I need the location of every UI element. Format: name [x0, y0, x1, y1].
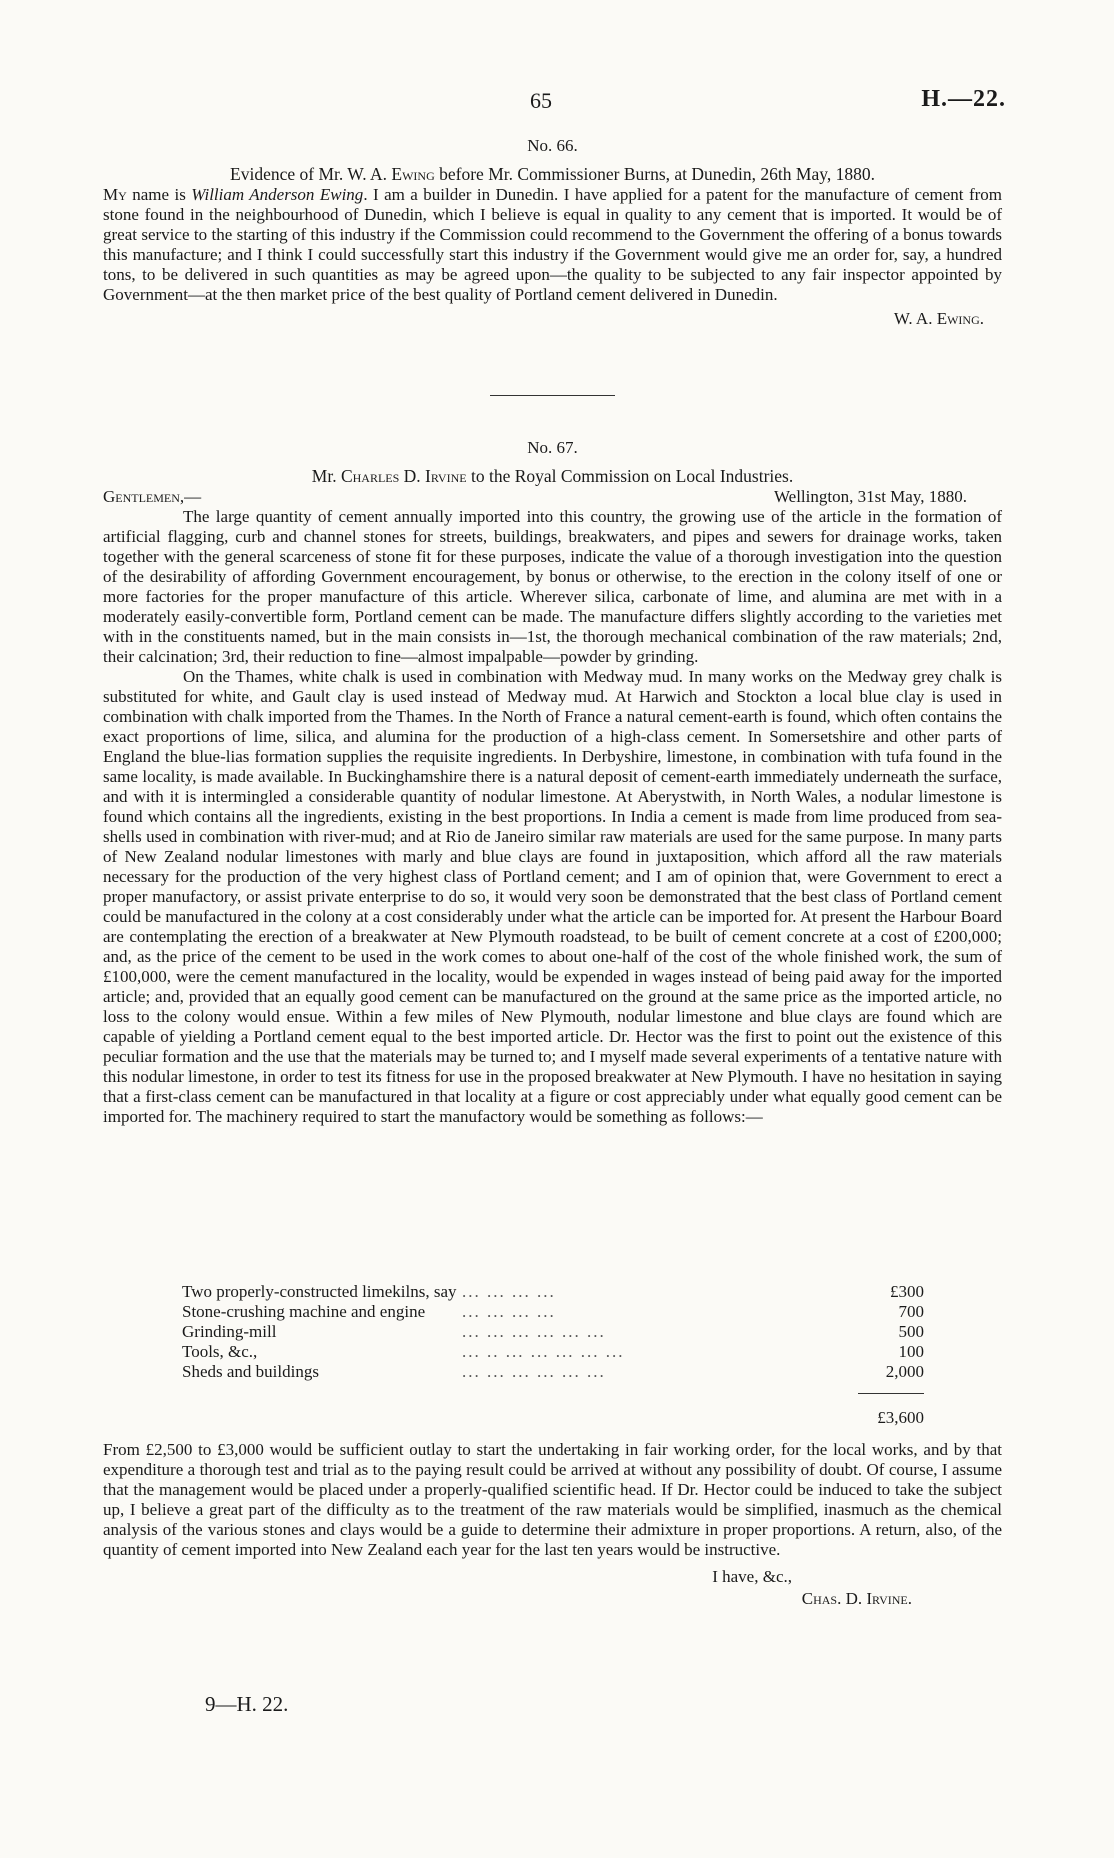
page-number: 65 [530, 88, 552, 113]
section-divider [103, 395, 1002, 396]
table-row: Grinding-mill ... ... ... ... ... ... 500 [182, 1322, 924, 1341]
section-67-signature: Chas. D. Irvine. [801, 1589, 912, 1608]
paragraph-2: On the Thames, white chalk is used in combination with Medway mud. In many works on the Medway grey chalk is substituted for white, and Gault clay is used instead of Medway mud. At Harwich and Stockton a local blue clay is used in combination with chalk imported from the Thames. In the North of France a natural cement-earth is found, which often contains the exact proportions of lime, silica, and alumina for the production of a high-class cement. In Somersetshire and other parts of England the blue-lias formation supplies the requisite ingredients. In Derbyshire, limestone, in combination with tufa found in the same locality, is made available. In Buckinghamshire there is a natural deposit of cement-earth immediately underneath the surface, and with it is intermingled a considerable quantity of nodular limestone. At Aberystwith, in North Wales, a nodular limestone is found which contains all the ingredients, existing in the best proportions. In India a cement is made from lime produced from sea-shells used in combination with river-mud; and at Rio de Janeiro similar raw materials are used for the same purpose. In many parts of New Zealand nodular limestones with marly and blue clays are found in juxtaposition, which afford all the raw materials necessary for the production of the very highest class of Portland cement; and I am of opinion that, were Government to erect a proper manufactory, or assist private enterprise to do so, it would very soon be demonstrated that the best class of Portland cement could be manufactured in the colony at a cost considerably under what the article can be imported for. At present the Harbour Board are contemplating the erection of a breakwater at New Plymouth roadstead, to be built of cement concrete at a cost of £200,000; and, as the price of the cement to be used in the work comes to about one-half of the cost of the whole finished work, the sum of £100,000, were the cement manufactured in the locality, would be expended in wages instead of being paid away for the imported article; and, provided that an equally good cement can be manufactured on the ground at the same price as the imported article, no loss to the colony would ensue. Within a few miles of New Plymouth, nodular limestone and blue clays are found which are capable of yielding a Portland cement equal to the best imported article. Dr. Hector was the first to point out the existence of this peculiar formation and the use that the materials may be turned to; and I myself made several experiments of a tentative nature with this nodular limestone, in order to test its fitness for use in the proposed breakwater at New Plymouth. I have no hesitation in saying that a first-class cement can be manufactured in that locality at a figure or cost appreciably under what equally good cement can be imported for. The machinery required to start the manufactory would be something as follows:— [103, 667, 1002, 1126]
closing: I have, &c., [712, 1567, 792, 1586]
section-67-heading: Mr. Charles D. Irvine to the Royal Commission on Local Industries. [311, 466, 794, 486]
footer-code: 9—H. 22. [205, 1692, 289, 1716]
salutation: Gentlemen,— [103, 487, 202, 506]
section-66-signature: W. A. Ewing. [893, 309, 984, 328]
salutation-row [103, 487, 1002, 507]
section-66-heading: Evidence of Mr. W. A. Ewing before Mr. Commissioner Burns, at Dunedin, 26th May, 1880. [230, 164, 875, 184]
section-66 [103, 136, 1002, 329]
paragraph-3: From £2,500 to £3,000 would be sufficient outlay to start the undertaking in fair working order, for the local works, and by that expenditure a thorough test and trial as to the paying result could be arrived at without any possibility of doubt. Of course, I assume that the management would be placed under a properly-qualified scientific head. If Dr. Hector could be induced to take the subject up, I believe a great part of the difficulty as to the treatment of the raw materials would be simplified, inasmuch as the chemical analysis of the various stones and clays would be a guide to determine their admixture in proper proportions. A return, also, of the quantity of cement imported into New Zealand each year for the last ten years would be instructive. [103, 1440, 1002, 1559]
paragraph-1: The large quantity of cement annually imported into this country, the growing use of the article in the formation of artificial flagging, curb and channel stones for streets, buildings, breakwaters, and pipes and sewers for drainage works, taken together with the general scarceness of stone fit for these purposes, indicate the value of a thorough investigation into the question of the desirability of affording Government encouragement, by bonus or otherwise, to the erection in the colony itself of one or more factories for the proper manufacture of this article. Wherever silica, carbonate of lime, and alumina are met with in a moderately easily-convertible form, Portland cement can be made. The manufacture differs slightly according to the varieties met with in the constituents named, but in the main consists in—1st, the thorough mechanical combination of the raw materials; 2nd, their calcination; 3rd, their reduction to fine—almost impalpable—powder by grinding. [103, 507, 1002, 666]
table-row: Sheds and buildings ... ... ... ... ... ... 2,000 [182, 1362, 924, 1381]
section-67-number: No. 67. [527, 438, 578, 457]
table-row: Tools, &c., ... .. ... ... ... ... ... 100 [182, 1342, 924, 1361]
section-67 [103, 438, 1002, 1127]
section-66-number: No. 66. [527, 136, 578, 155]
dateline: Wellington, 31st May, 1880. [773, 487, 967, 506]
section-66-body: My name is William Anderson Ewing. I am a builder in Dunedin. I have applied for a patent for the manufacture of cement from stone found in the neighbourhood of Dunedin, which I believe is equal in quality to any cement that is imported. It would be of great service to the starting of this industry if the Commission could recommend to the Government the offering of a bonus towards this manufacture; and I think I could successfully start this industry if the Government would give me an order for, say, a hundred tons, to be delivered in such quantities as may be agreed upon—the quality to be subjected to any fair inspector appointed by Government—at the then market price of the best quality of Portland cement delivered in Dunedin. [103, 185, 1002, 304]
cost-total: £3,600 [877, 1408, 924, 1427]
total-rule [858, 1393, 924, 1394]
section-67-continued [103, 1440, 1002, 1610]
table-row: Stone-crushing machine and engine ... ... ... ... 700 [182, 1302, 924, 1321]
table-row: Two properly-constructed limekilns, say ... ... ... ... £300 [182, 1282, 924, 1301]
document-code: H.—22. [921, 86, 1006, 112]
cost-table [182, 1282, 924, 1382]
